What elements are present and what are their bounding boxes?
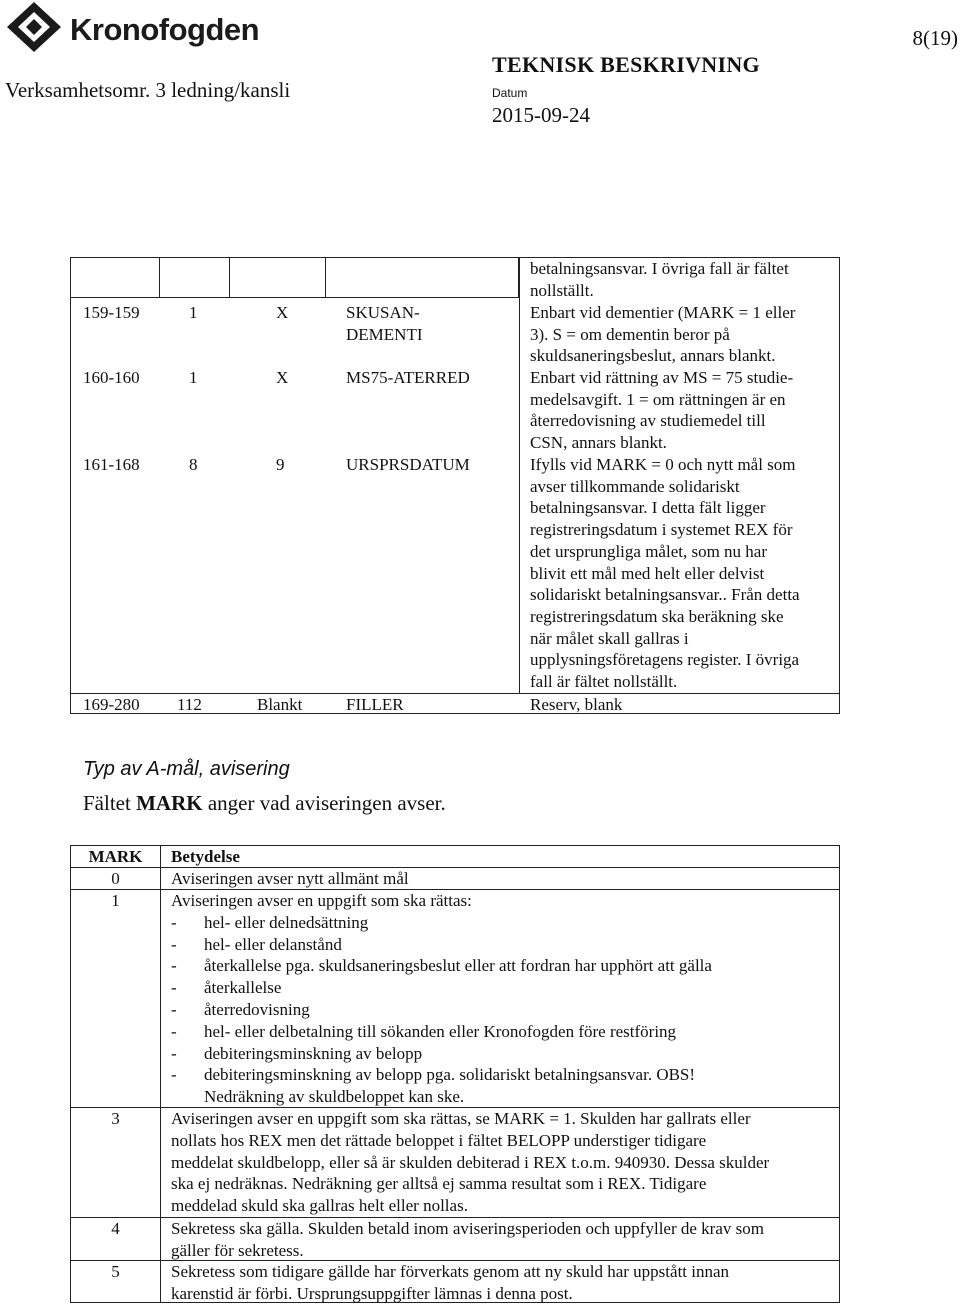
- field-table: [70, 257, 840, 714]
- mark-code: 4: [111, 1219, 120, 1238]
- len-cell: 8: [189, 455, 198, 474]
- date-value: 2015-09-24: [492, 103, 590, 127]
- pos-cell: 169-280: [83, 695, 140, 714]
- desc-cell: Ifylls vid MARK = 0 och nytt mål som avser tillkommande solidariskt betalningsansvar. I detta fält ligger registreringsdatum i systemet REX för det ursprungliga målet, som nu har blivit ett mål med helt eller delvist solidariskt betalningsansvar.. Från detta registreringsdatum ska beräkning ske när målet skall gallras i upplysningsföretagens register. I övriga fall är fältet nollställt.: [530, 455, 800, 692]
- len-cell: 1: [189, 368, 198, 387]
- header-meaning: Betydelse: [171, 847, 240, 866]
- type-cell: X: [276, 303, 289, 322]
- pos-cell: 159-159: [83, 303, 140, 322]
- desc-cell: betalningsansvar. I övriga fall är fältet nollställt.: [530, 259, 789, 300]
- name-cell: SKUSAN- DEMENTI: [346, 303, 423, 344]
- name-cell: URSPRSDATUM: [346, 455, 470, 474]
- name-cell: MS75-ATERRED: [346, 368, 470, 387]
- mark-code: 0: [111, 869, 120, 888]
- empty-cell: [160, 258, 230, 298]
- pos-cell: 160-160: [83, 368, 140, 387]
- pos-cell: 161-168: [83, 455, 140, 474]
- date-label: Datum: [492, 86, 528, 100]
- section-heading: Typ av A-mål, avisering: [83, 758, 290, 780]
- section-text: Fältet MARK anger vad aviseringen avser.: [83, 791, 446, 815]
- mark-code: 3: [111, 1109, 120, 1128]
- logo-diamond-icon: [4, 0, 64, 54]
- empty-cell: [71, 258, 160, 298]
- empty-cell: [326, 258, 519, 298]
- document-title: TEKNISK BESKRIVNING: [492, 52, 760, 77]
- table-row: [71, 1108, 839, 1218]
- column-divider: [519, 258, 520, 694]
- table-row: [71, 890, 839, 1108]
- type-cell: X: [276, 368, 289, 387]
- mark-code: 1: [111, 891, 120, 910]
- mark-meaning: Sekretess som tidigare gällde har förverkats genom att ny skuld har uppstått innan karenstid är förbi. Ursprungsuppgifter lämnas i denna post.: [171, 1262, 730, 1303]
- header-mark: MARK: [88, 847, 143, 866]
- page-number: 8(19): [912, 26, 958, 50]
- len-cell: 112: [177, 695, 202, 714]
- table-header-row: [71, 846, 839, 868]
- name-cell: FILLER: [346, 695, 404, 714]
- department: Verksamhetsomr. 3 ledning/kansli: [5, 78, 291, 102]
- table-row: [71, 1261, 839, 1304]
- mark-meaning: Aviseringen avser en uppgift som ska rättas: - hel- eller delnedsättning - hel- eller delanstånd - återkallelse pga. skuldsaneringsbeslut eller att fordran har upphört att gälla - återkallelse - återredovisning - hel- eller delbetalning till sökanden eller Kronofogden före restföring - debiteringsminskning av belopp - debiteringsminskning av belopp pga. solidariskt betalningsansvar. OBS! Nedräkning av skuldbeloppet kan ske.: [171, 891, 712, 1107]
- table-row: [71, 868, 839, 890]
- empty-cell: [230, 258, 326, 298]
- mark-code: 5: [111, 1262, 120, 1281]
- desc-cell: Reserv, blank: [530, 695, 623, 714]
- mark-meaning: Aviseringen avser nytt allmänt mål: [171, 869, 409, 888]
- mark-meaning: Sekretess ska gälla. Skulden betald inom aviseringsperioden och uppfyller de krav som gäller för sekretess.: [171, 1219, 764, 1260]
- type-cell: Blankt: [257, 695, 303, 714]
- desc-cell: Enbart vid rättning av MS = 75 studie- medelsavgift. 1 = om rättningen är en återredovisning av studiemedel till CSN, annars blankt.: [530, 368, 794, 453]
- mark-table: [70, 845, 840, 1303]
- type-cell: 9: [276, 455, 285, 474]
- mark-meaning: Aviseringen avser en uppgift som ska rättas, se MARK = 1. Skulden har gallrats eller nollats hos REX men det rättade beloppet i fältet BELOPP understiger tidigare meddelat skuldbelopp, eller så är skulden debiterad i REX t.o.m. 940930. Dessa skulder ska ej nedräknas. Nedräkning ger alltså ej samma resultat som i REX. Tidigare meddelad skuld ska gallras helt eller nollas.: [171, 1109, 770, 1216]
- logo-text: Kronofogden: [70, 12, 260, 47]
- table-row: [71, 1218, 839, 1261]
- kronofogden-logo: [4, 0, 260, 54]
- len-cell: 1: [189, 303, 198, 322]
- desc-cell: Enbart vid dementier (MARK = 1 eller 3). S = om dementin beror på skuldsaneringsbeslut, annars blankt.: [530, 303, 796, 366]
